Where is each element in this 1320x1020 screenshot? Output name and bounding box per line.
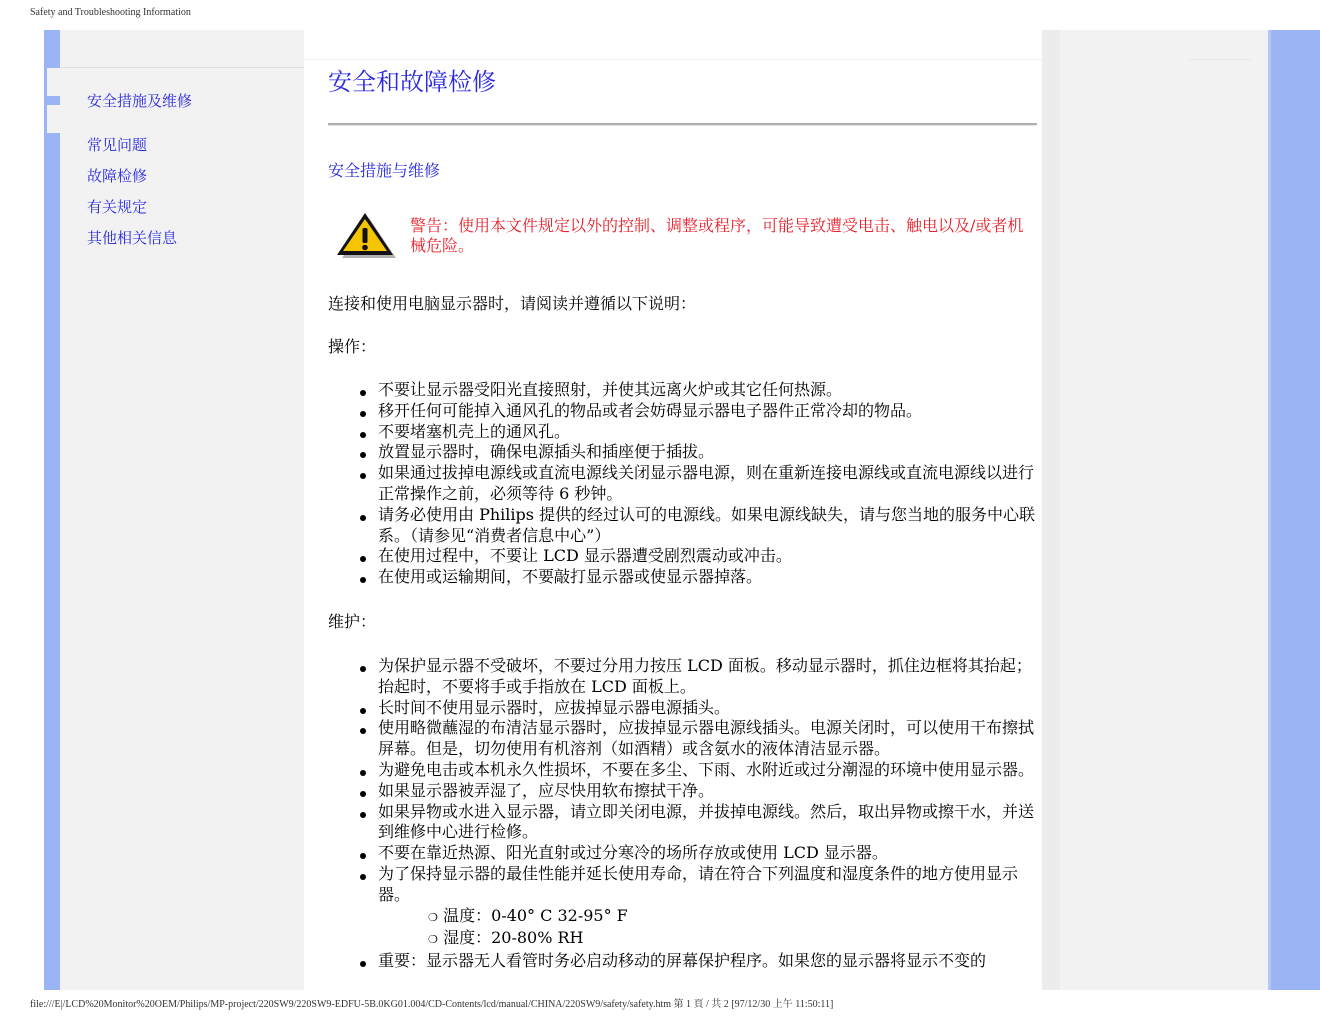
page-header-title: Safety and Troubleshooting Information <box>30 7 191 18</box>
title-divider <box>328 123 1037 126</box>
list-item: 使用略微蘸湿的布清洁显示器时，应拔掉显示器电源线插头。电源关闭时，可以使用干布擦拭屏幕。但是，切勿使用有机溶剂（如酒精）或含氨水的液体清洁显示器。 <box>358 718 1038 760</box>
sidebar-item-faq[interactable]: 常见问题 <box>87 136 148 154</box>
list-item: 重要：显示器无人看管时务必启动移动的屏幕保护程序。如果您的显示器将显示不变的 <box>358 951 1038 972</box>
list-item: 为保护显示器不受破坏，不要过分用力按压 LCD 面板。移动显示器时，抓住边框将其抬起；抬起时，不要将手或手指放在 LCD 面板上。 <box>358 656 1038 698</box>
page-footer-path: file:///E|/LCD%20Monitor%20OEM/Philips/MP-project/220SW9/220SW9-EDFU-5B.0KG01.004/CD-Contents/lcd/manual/CHINA/220SW9/safety/safety.htm 第 1 頁 / 共 2 [97/12/30 上午 11:50:11] <box>30 999 834 1010</box>
header-divider <box>304 59 1042 60</box>
list-item: 放置显示器时，确保电源插头和插座便于插拔。 <box>358 442 1038 463</box>
humidity-condition: 湿度：20-80% RH <box>443 928 584 948</box>
sidebar-item-troubleshooting[interactable]: 故障检修 <box>87 167 148 185</box>
condition-item <box>428 906 1038 929</box>
right-frame-bar <box>1268 30 1320 990</box>
list-item: 不要在靠近热源、阳光直射或过分寒冷的场所存放或使用 LCD 显示器。 <box>358 843 1038 864</box>
right-divider <box>1190 59 1250 60</box>
operation-list <box>358 380 1038 588</box>
circle-bullet-icon: ❍ <box>428 910 438 924</box>
warning-triangle-icon <box>334 210 398 260</box>
temperature-condition: 温度：0-40° C 32-95° F <box>443 905 628 925</box>
circle-bullet-icon: ❍ <box>428 933 438 947</box>
list-item: 不要让显示器受阳光直接照射，并使其远离火炉或其它任何热源。 <box>358 380 1038 401</box>
sidebar-frame-tab <box>47 105 60 133</box>
right-frame-line <box>1268 30 1271 990</box>
sidebar-frame-bar <box>47 30 60 990</box>
condition-item <box>428 928 1038 951</box>
sidebar-panel <box>44 30 304 990</box>
page-title: 安全和故障检修 <box>328 68 496 96</box>
list-item: 不要堵塞机壳上的通风孔。 <box>358 422 1038 443</box>
list-item: 如果异物或水进入显示器，请立即关闭电源，并拔掉电源线。然后，取出异物或擦干水，并送到维修中心进行检修。 <box>358 802 1038 844</box>
list-item: 移开任何可能掉入通风孔的物品或者会妨碍显示器电子器件正常冷却的物品。 <box>358 401 1038 422</box>
list-item: 如果通过拔掉电源线或直流电源线关闭显示器电源，则在重新连接电源线或直流电源线以进行正常操作之前，必须等待 6 秒钟。 <box>358 463 1038 505</box>
list-item: 如果显示器被弄湿了，应尽快用软布擦拭干净。 <box>358 781 1038 802</box>
warning-text: 警告：使用本文件规定以外的控制、调整或程序，可能导致遭受电击、触电以及/或者机械危险。 <box>410 216 1024 255</box>
list-item <box>358 864 1038 951</box>
maintenance-heading: 维护： <box>328 612 377 631</box>
sidebar-frame-tab <box>47 68 60 96</box>
maintenance-list <box>358 656 1038 972</box>
list-item: 请务必使用由 Philips 提供的经过认可的电源线。如果电源线缺失，请与您当地的服务中心联系。（请参见“消费者信息中心”） <box>358 505 1038 547</box>
sidebar-item-regulations[interactable]: 有关规定 <box>87 198 148 216</box>
list-item-text: 为了保持显示器的最佳性能并延长使用寿命，请在符合下列温度和湿度条件的地方使用显示器。 <box>378 863 1019 904</box>
list-item: 在使用或运输期间，不要敲打显示器或使显示器掉落。 <box>358 567 1038 588</box>
content-edge <box>1042 30 1060 990</box>
conditions-list <box>378 906 1038 952</box>
sidebar-divider <box>60 67 304 68</box>
list-item: 为避免电击或本机永久性损坏，不要在多尘、下雨、水附近或过分潮湿的环境中使用显示器。 <box>358 760 1038 781</box>
sidebar-item-safety[interactable]: 安全措施及维修 <box>87 92 193 110</box>
right-margin-panel <box>1060 30 1268 990</box>
list-item: 长时间不使用显示器时，应拔掉显示器电源插头。 <box>358 698 1038 719</box>
intro-text: 连接和使用电脑显示器时，请阅读并遵循以下说明： <box>328 294 697 313</box>
operation-heading: 操作： <box>328 337 377 356</box>
section-title: 安全措施与维修 <box>328 161 441 180</box>
sidebar-item-other-info[interactable]: 其他相关信息 <box>87 229 178 247</box>
list-item: 在使用过程中，不要让 LCD 显示器遭受剧烈震动或冲击。 <box>358 546 1038 567</box>
